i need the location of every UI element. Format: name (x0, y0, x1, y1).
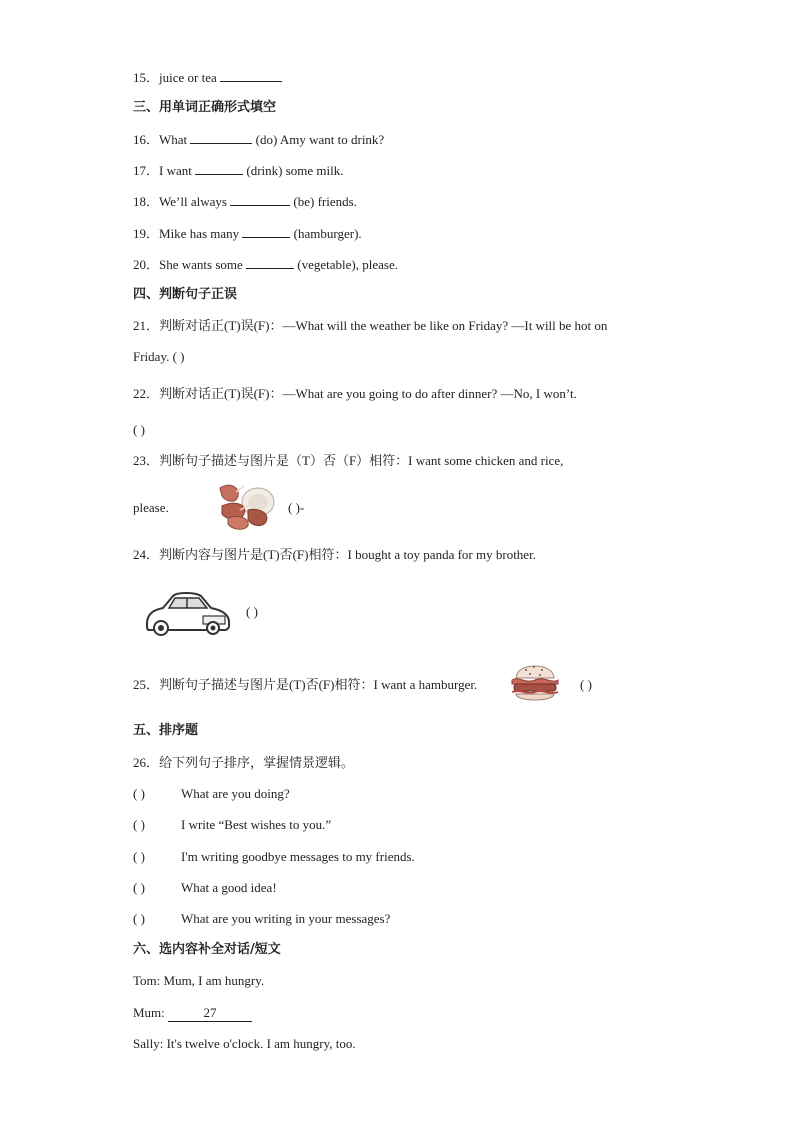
section-4-title: 四、判断句子正误 (133, 287, 238, 302)
hamburger-image (508, 656, 562, 708)
answer-blank[interactable] (230, 193, 290, 206)
question-22-line1: 22．判断对话正(T)误(F)：—What are you going to do after dinner? —No, I won’t. (133, 386, 577, 401)
dialogue-line-3: Sally: It's twelve o'clock. I am hungry, too. (133, 1036, 356, 1051)
order-item: ( ) What are you writing in your messages? (133, 911, 391, 926)
question-19: 19．Mike has many (hamburger). (133, 226, 362, 241)
order-answer[interactable]: ( ) (133, 911, 145, 926)
answer-blank[interactable] (220, 69, 282, 82)
question-24-line1: 24．判断内容与图片是(T)否(F)相符：I bought a toy panda for my brother. (133, 547, 536, 562)
question-16: 16．What (do) Amy want to drink? (133, 132, 385, 147)
question-23-line2: please. (133, 500, 169, 515)
question-23-answer[interactable]: ( )- (288, 500, 305, 515)
order-answer[interactable]: ( ) (133, 880, 145, 895)
question-25-answer[interactable]: ( ) (580, 677, 592, 692)
question-25-line1: 25．判断句子描述与图片是(T)否(F)相符：I want a hamburger. (133, 677, 478, 692)
question-17: 17．I want (drink) some milk. (133, 163, 344, 178)
answer-blank[interactable] (195, 162, 243, 175)
question-21-line2: Friday. ( ) (133, 349, 185, 364)
section-3-title: 三、用单词正确形式填空 (133, 100, 277, 115)
question-15: 15．juice or tea (133, 69, 282, 86)
chicken-rice-image (214, 480, 276, 532)
answer-blank-27[interactable]: 27 (168, 1005, 252, 1022)
dialogue-line-2: Mum: 27 (133, 1005, 252, 1022)
car-image (143, 588, 231, 638)
order-item: ( ) I write “Best wishes to you.” (133, 817, 332, 832)
section-6-title: 六、选内容补全对话/短文 (133, 942, 281, 957)
question-22-line2: ( ) (133, 422, 145, 437)
order-item: ( ) What a good idea! (133, 880, 277, 895)
order-item: ( ) I'm writing goodbye messages to my friends. (133, 849, 415, 864)
question-21-line1: 21．判断对话正(T)误(F)：—What will the weather be like on Friday? —It will be hot on (133, 318, 608, 333)
question-20: 20．She wants some (vegetable), please. (133, 257, 398, 272)
answer-blank[interactable] (246, 256, 294, 269)
answer-blank[interactable] (242, 225, 290, 238)
question-23-line1: 23．判断句子描述与图片是（T）否（F）相符：I want some chicken and rice, (133, 453, 564, 468)
question-24-answer[interactable]: ( ) (246, 604, 258, 619)
order-item: ( ) What are you doing? (133, 786, 290, 801)
order-answer[interactable]: ( ) (133, 817, 145, 832)
order-answer[interactable]: ( ) (133, 786, 145, 801)
order-answer[interactable]: ( ) (133, 849, 145, 864)
dialogue-line-1: Tom: Mum, I am hungry. (133, 973, 265, 988)
question-26: 26．给下列句子排序，掌握情景逻辑。 (133, 755, 355, 770)
answer-blank[interactable] (190, 131, 252, 144)
section-5-title: 五、排序题 (133, 723, 199, 738)
question-18: 18．We’ll always (be) friends. (133, 194, 357, 209)
